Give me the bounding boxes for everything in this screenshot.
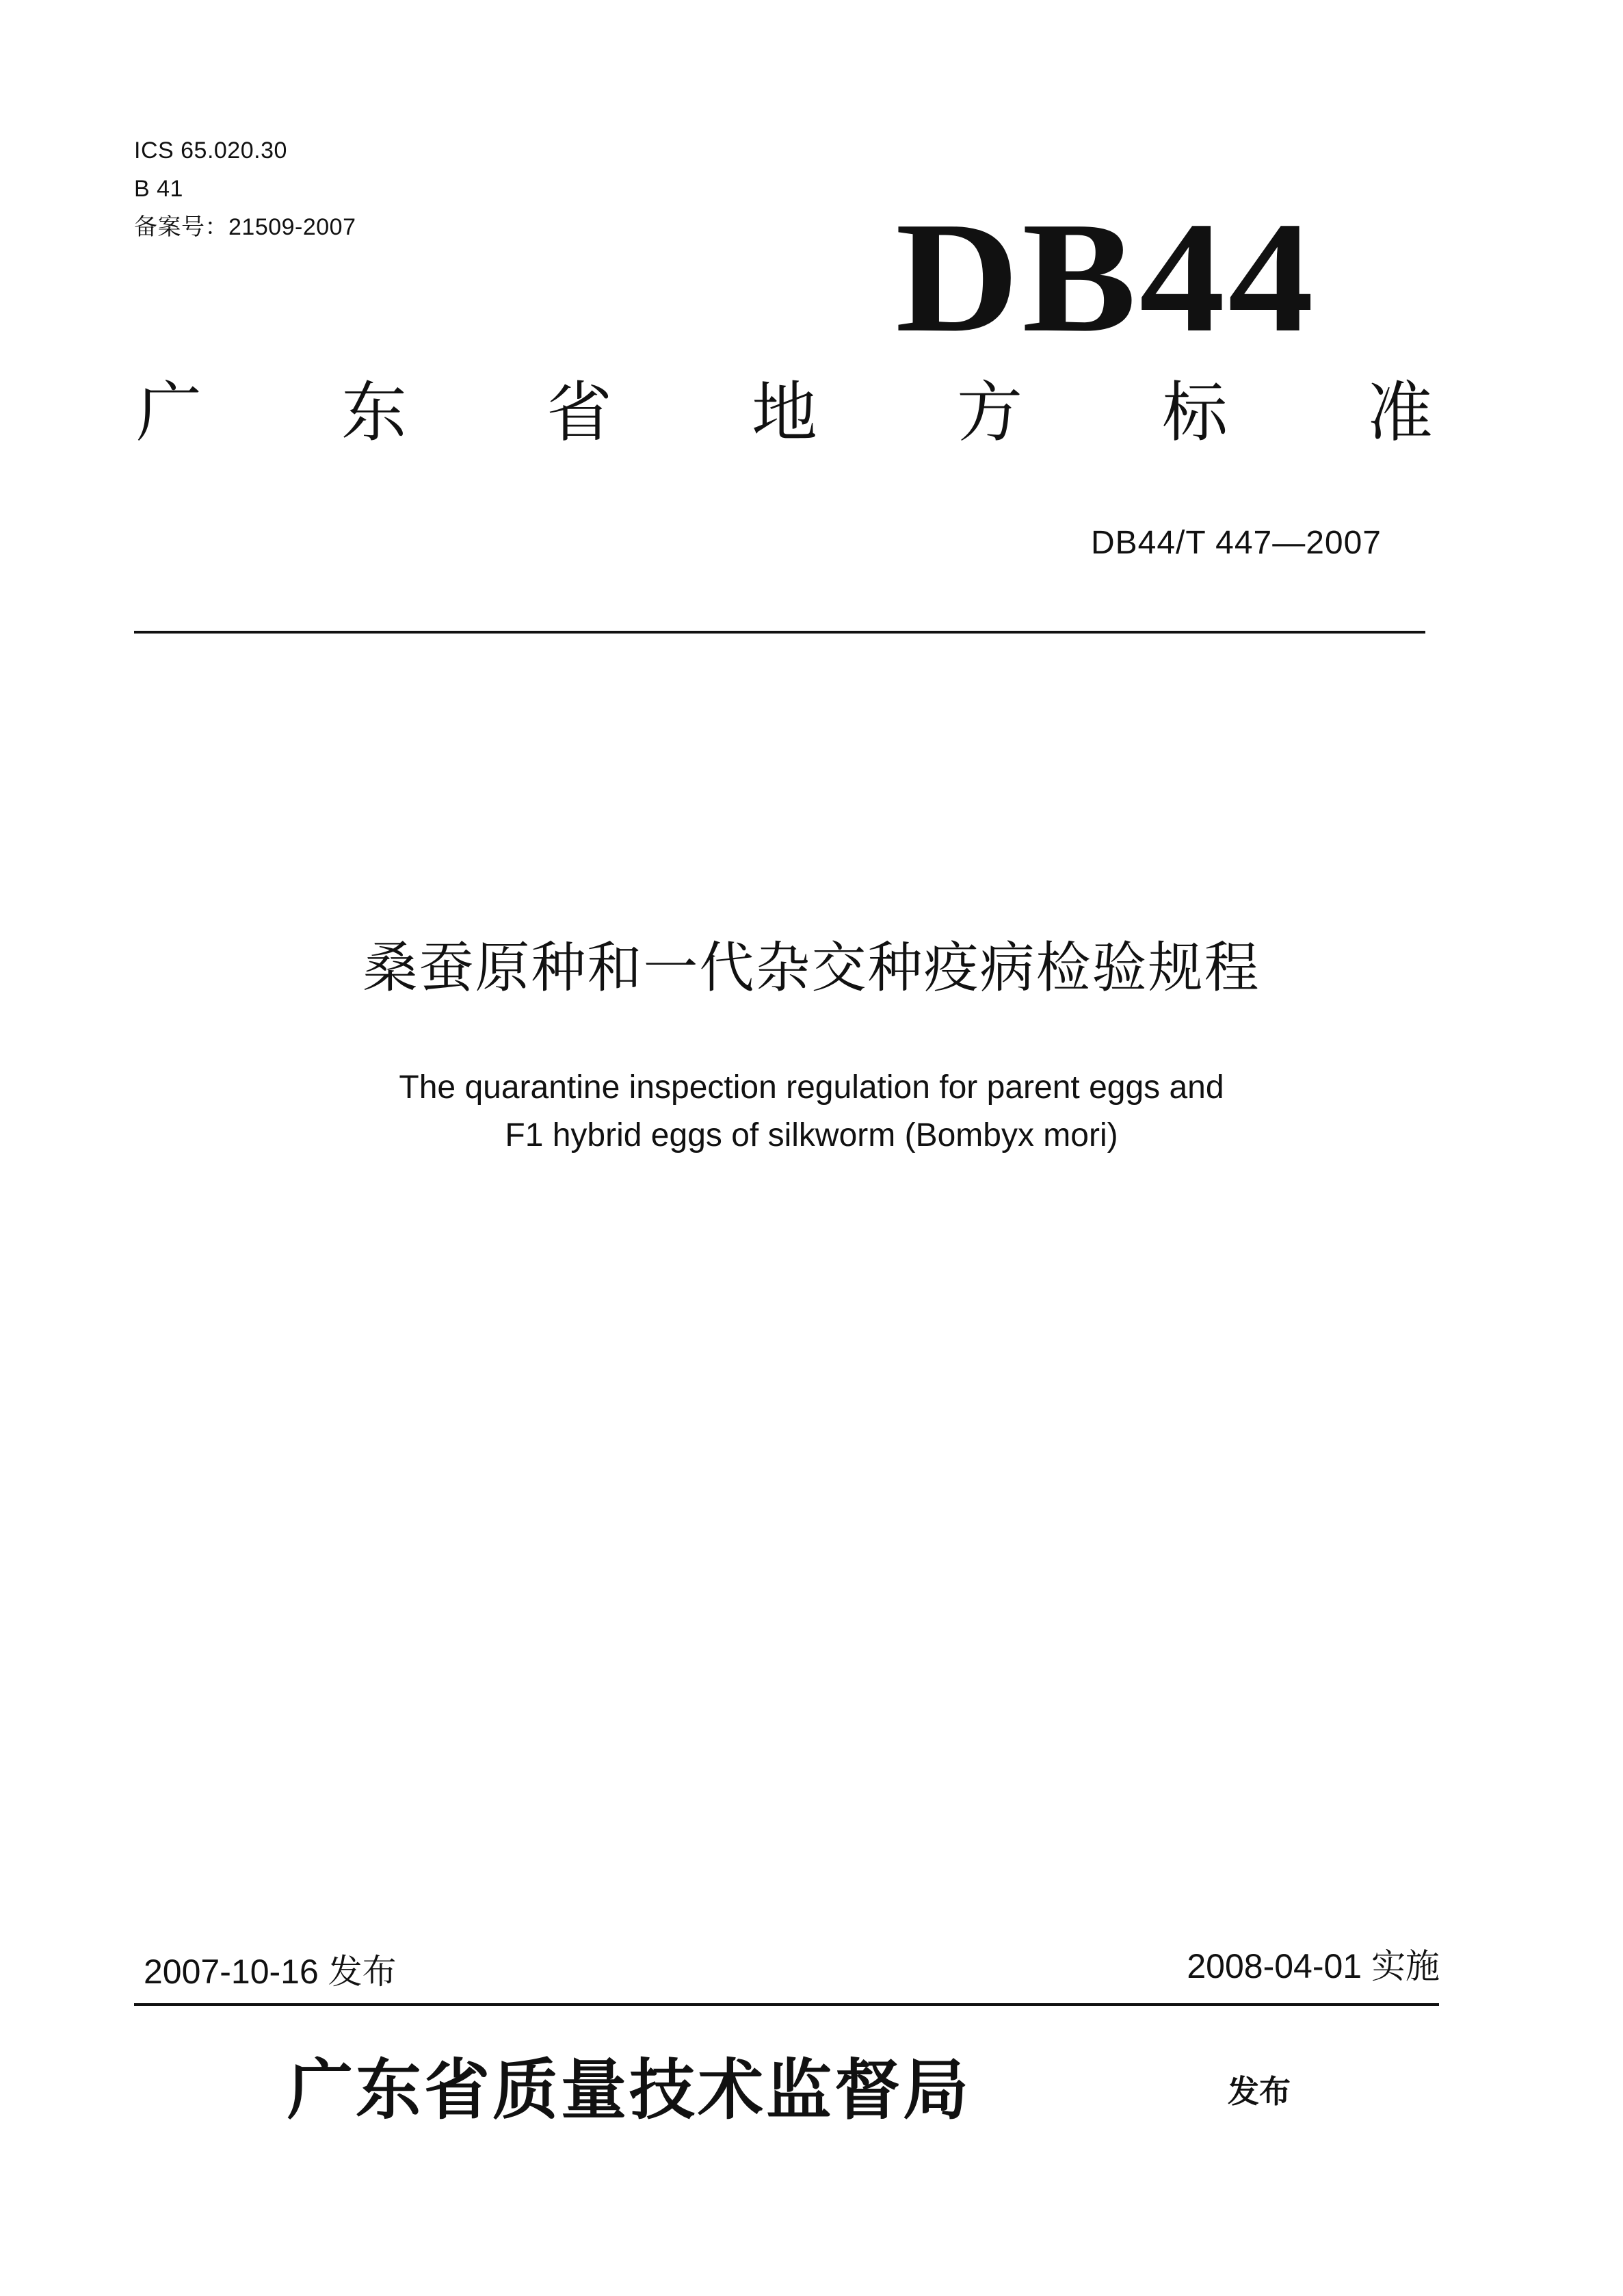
standard-type-char: 准 xyxy=(1367,374,1433,451)
standard-number: DB44/T 447—2007 xyxy=(1090,525,1382,561)
standard-type-char: 广 xyxy=(136,374,202,451)
standard-type-heading xyxy=(131,375,1438,450)
standard-code-mark: DB44 xyxy=(895,190,1317,365)
document-title-english xyxy=(0,1064,1623,1160)
standard-type-char: 省 xyxy=(546,374,612,451)
standard-type-char: 方 xyxy=(957,374,1022,451)
issuing-authority-suffix: 发布 xyxy=(1228,2073,1291,2110)
ccs-code: B 41 xyxy=(134,176,183,202)
ics-code: ICS 65.020.30 xyxy=(134,138,287,164)
issuing-authority: 广东省质量技术监督局 xyxy=(287,2051,971,2128)
implementation-date: 2008-04-01 实施 xyxy=(1187,1947,1440,1985)
english-title-line: F1 hybrid eggs of silkworm (Bombyx mori) xyxy=(505,1117,1118,1153)
standard-type-char: 地 xyxy=(752,374,817,451)
issue-date: 2007-10-16 发布 xyxy=(144,1953,397,1991)
top-divider xyxy=(134,631,1425,634)
english-title-line: The quarantine inspection regulation for parent eggs and xyxy=(399,1069,1224,1106)
document-title-chinese: 桑蚕原种和一代杂交种疫病检验规程 xyxy=(362,936,1261,1000)
standard-type-char: 标 xyxy=(1162,374,1228,451)
filing-number: 备案号：21509-2007 xyxy=(134,214,356,240)
standard-type-char: 东 xyxy=(341,374,407,451)
bottom-divider xyxy=(134,2003,1439,2006)
